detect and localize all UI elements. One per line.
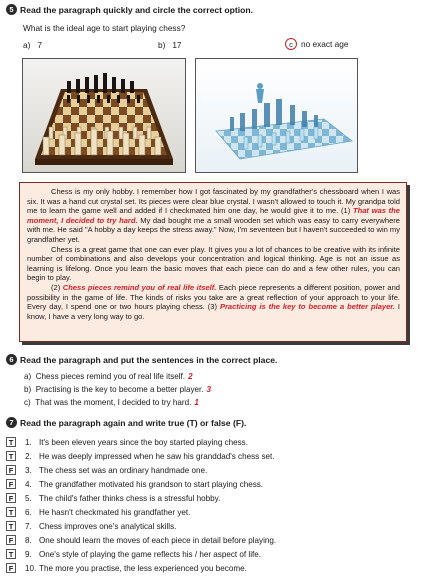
passage-paragraph-1: Chess is my only hobby. I remember how I got fascinated by my grandfather's chessboard when I was six. It was a hand cut crystal set. Its pieces were clear blue crystal. I wasn't allowed to touch it. My grandpa told me to learn the game well and added if I checkmated him one day, he would give it to me. (1) That was the moment, I decided to try hard. My dad bought me a small wooden set which was easy to carry everywhere with me. He said "A hobby a day keeps the stress away." Now, I'm seventeen but I haven't succeeded to win my grandfather yet. [27, 187, 400, 244]
reading-passage [19, 182, 407, 342]
circled-option-mark: c [285, 38, 297, 50]
option-a[interactable]: a) 7 [23, 40, 42, 50]
section-number-badge: 7 [6, 417, 17, 428]
tf-answer-box[interactable]: F [6, 535, 16, 545]
sentence-item-c: c) That was the moment, I decided to try hard. 1 [24, 398, 199, 407]
section-7-heading [6, 417, 246, 428]
question-text: What is the ideal age to start playing chess? [23, 23, 186, 33]
answer-number: 2 [188, 372, 193, 381]
tf-item-10: F 10. The more you practise, the less experienced you become. [6, 562, 247, 574]
passage-paragraph-2: Chess is a great game that one can ever play. It gives you a lot of chances to be creative with its infinite number of combinations and also develops your concentration and logical thinking. Age is not an issue as learning is lifelong. Once you learn the basic moves that each piece can do and a few other rules, you can begin to play. [27, 244, 400, 283]
section-5-instruction: Read the paragraph quickly and circle the correct option. [20, 4, 254, 15]
tf-item-4: F 4. The grandfather motivated his grandson to start playing chess. [6, 478, 263, 490]
tf-answer-box[interactable]: F [6, 563, 16, 573]
tf-answer-box[interactable]: T [6, 507, 16, 517]
section-number-badge: 6 [6, 354, 17, 365]
sentence-item-b: b) Practising is the key to become a better player. 3 [24, 385, 212, 394]
tf-item-8: F 8. One should learn the moves of each piece in detail before playing. [6, 534, 276, 546]
tf-answer-box[interactable]: T [6, 437, 16, 447]
highlight-sentence-1: That was the moment, I decided to try hard. [27, 206, 400, 225]
option-c[interactable]: c no exact age [285, 38, 349, 50]
section-6-heading [6, 354, 277, 365]
tf-item-9: T 9. One's style of playing the game reflects his / her aspect of life. [6, 548, 261, 560]
tf-answer-box[interactable]: F [6, 493, 16, 503]
tf-answer-box[interactable]: F [6, 479, 16, 489]
wooden-chessboard-photo [22, 58, 186, 173]
highlight-sentence-2: Chess pieces remind you of real life itself. [62, 282, 217, 292]
answer-number: 1 [194, 398, 199, 407]
tf-item-7: T 7. Chess improves one's analytical skills. [6, 520, 176, 532]
section-5-heading [6, 4, 253, 15]
tf-answer-box[interactable]: T [6, 521, 16, 531]
section-6-instruction: Read the paragraph and put the sentences in the correct place. [20, 354, 278, 365]
tf-item-6: T 6. He hasn't checkmated his grandfather yet. [6, 506, 190, 518]
highlight-sentence-3: Practicing is the key to become a better player. [219, 302, 395, 312]
tf-answer-box[interactable]: T [6, 549, 16, 559]
tf-item-1: T 1. It's been eleven years since the boy started playing chess. [6, 436, 248, 448]
tf-answer-box[interactable]: T [6, 451, 16, 461]
tf-answer-box[interactable]: F [6, 465, 16, 475]
option-b[interactable]: b) 17 [158, 40, 182, 50]
passage-paragraph-3: (2) Chess pieces remind you of real life itself. Each piece represents a different position, power and possibility in the game of life. The kinds of risks you take are a great reflection of your approach to your life. Every day, I spend one or two hours playing chess. (3) Practicing is the key to become a better player. I know, I have a very long way to go. [27, 282, 400, 321]
crystal-chess-set-photo [195, 58, 358, 173]
tf-item-3: F 3. The chess set was an ordinary handmade one. [6, 464, 207, 476]
section-number-badge: 5 [6, 4, 17, 15]
tf-item-2: T 2. He was deeply impressed when he saw his granddad's chess set. [6, 450, 275, 462]
section-7-instruction: Read the paragraph again and write true (T) or false (F). [20, 417, 247, 428]
answer-number: 3 [206, 385, 212, 394]
tf-item-5: F 5. The child's father thinks chess is a stressful hobby. [6, 492, 220, 504]
sentence-item-a: a) Chess pieces remind you of real life itself. 2 [24, 372, 193, 381]
